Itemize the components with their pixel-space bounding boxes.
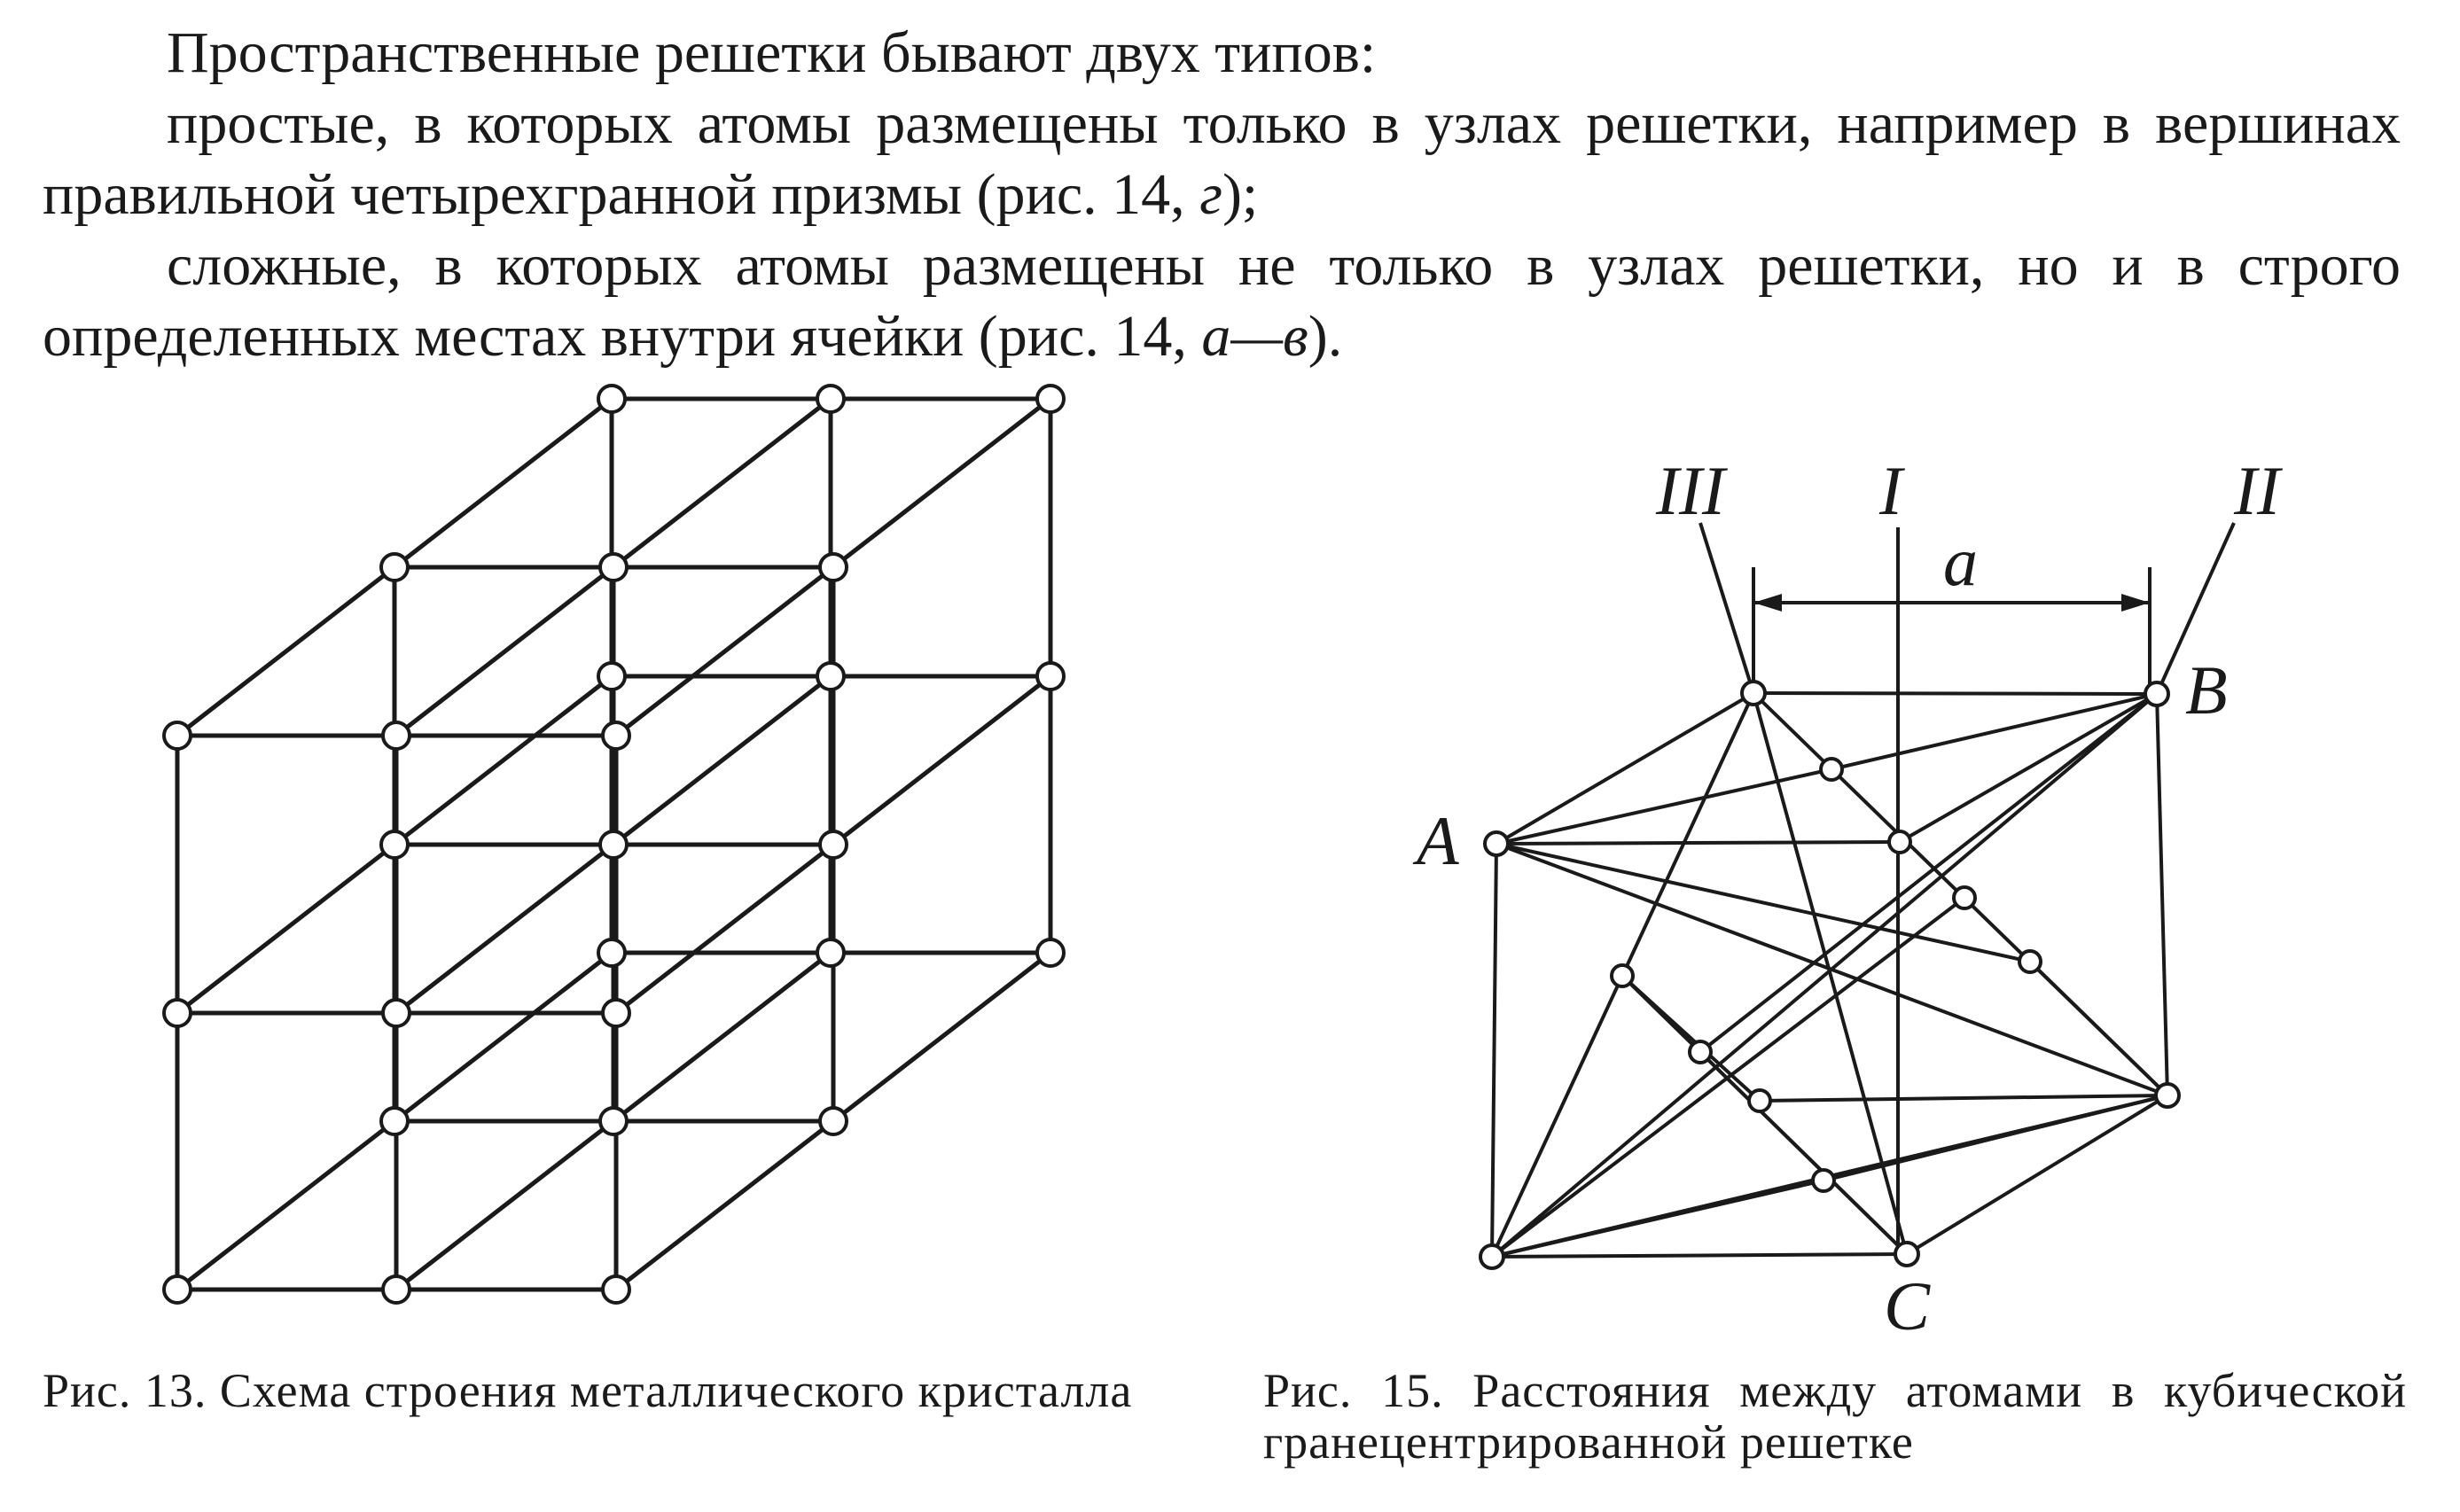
point-label-C: C bbox=[1884, 1267, 1931, 1344]
complex-figure-ref: а—в bbox=[1201, 304, 1308, 369]
fcc-bond bbox=[2030, 962, 2167, 1095]
fcc-bond bbox=[1492, 844, 1496, 1257]
arrowhead-left bbox=[1753, 594, 1782, 612]
point-label-B: B bbox=[2185, 651, 2228, 729]
atom-node bbox=[1480, 1245, 1503, 1268]
fcc-bond bbox=[1496, 842, 1900, 844]
atom-node bbox=[1612, 965, 1633, 986]
fcc-bond bbox=[1496, 693, 1753, 844]
fcc-bond bbox=[2157, 694, 2167, 1095]
fcc-bond bbox=[1900, 694, 2157, 842]
fcc-bond bbox=[1496, 844, 2167, 1095]
complex-tail: ). bbox=[1308, 304, 1343, 369]
simple-tail: ); bbox=[1222, 162, 1259, 227]
atom-node bbox=[1485, 832, 1508, 855]
atom-node bbox=[1690, 1041, 1711, 1063]
figure-13-caption: Рис. 13. Схема строения металлического кристалла bbox=[43, 1364, 1133, 1417]
atom-node bbox=[2156, 1084, 2179, 1107]
atom-node bbox=[1813, 1170, 1834, 1191]
fcc-bond bbox=[1753, 693, 2157, 694]
atom-node bbox=[1895, 1243, 1918, 1266]
atom-node bbox=[1954, 887, 1975, 908]
simple-figure-ref: г bbox=[1199, 162, 1222, 227]
fcc-bond bbox=[1700, 523, 1753, 693]
axis-label-I: I bbox=[1879, 452, 1902, 529]
atom-node bbox=[2145, 682, 2168, 705]
figure-15-caption: Рис. 15. Расстояния между атомами в кубической гранецентрированной решетке bbox=[1263, 1364, 2407, 1469]
simple-text: простые, в которых атомы размещены только в узлах решетки, например в вершинах правильной четырехгранной призмы (рис. 14, bbox=[43, 91, 2401, 227]
fcc-bond bbox=[1760, 1095, 2167, 1101]
axis-label-II: II bbox=[2234, 452, 2280, 529]
fcc-bond bbox=[1492, 1254, 1907, 1257]
fcc-bond bbox=[1622, 976, 1907, 1254]
atom-node bbox=[1889, 831, 1910, 853]
atom-node bbox=[1821, 759, 1842, 780]
fcc-bond bbox=[1496, 769, 1831, 844]
axis-label-III: III bbox=[1656, 452, 1725, 529]
intro-text: Пространственные решетки бывают двух типов: bbox=[167, 20, 1377, 85]
atom-node bbox=[2019, 951, 2041, 972]
complex-text: сложные, в которых атомы размещены не только в узлах решетки, но и в строго определенных местах внутри ячейки (рис. 14, bbox=[43, 233, 2401, 369]
distance-label-a: a bbox=[1943, 523, 1978, 600]
atom-node bbox=[1749, 1090, 1770, 1111]
fcc-bond bbox=[1907, 1095, 2167, 1254]
arrowhead-right bbox=[2121, 594, 2150, 612]
point-label-A: A bbox=[1417, 802, 1459, 879]
atom-node bbox=[1742, 682, 1765, 705]
